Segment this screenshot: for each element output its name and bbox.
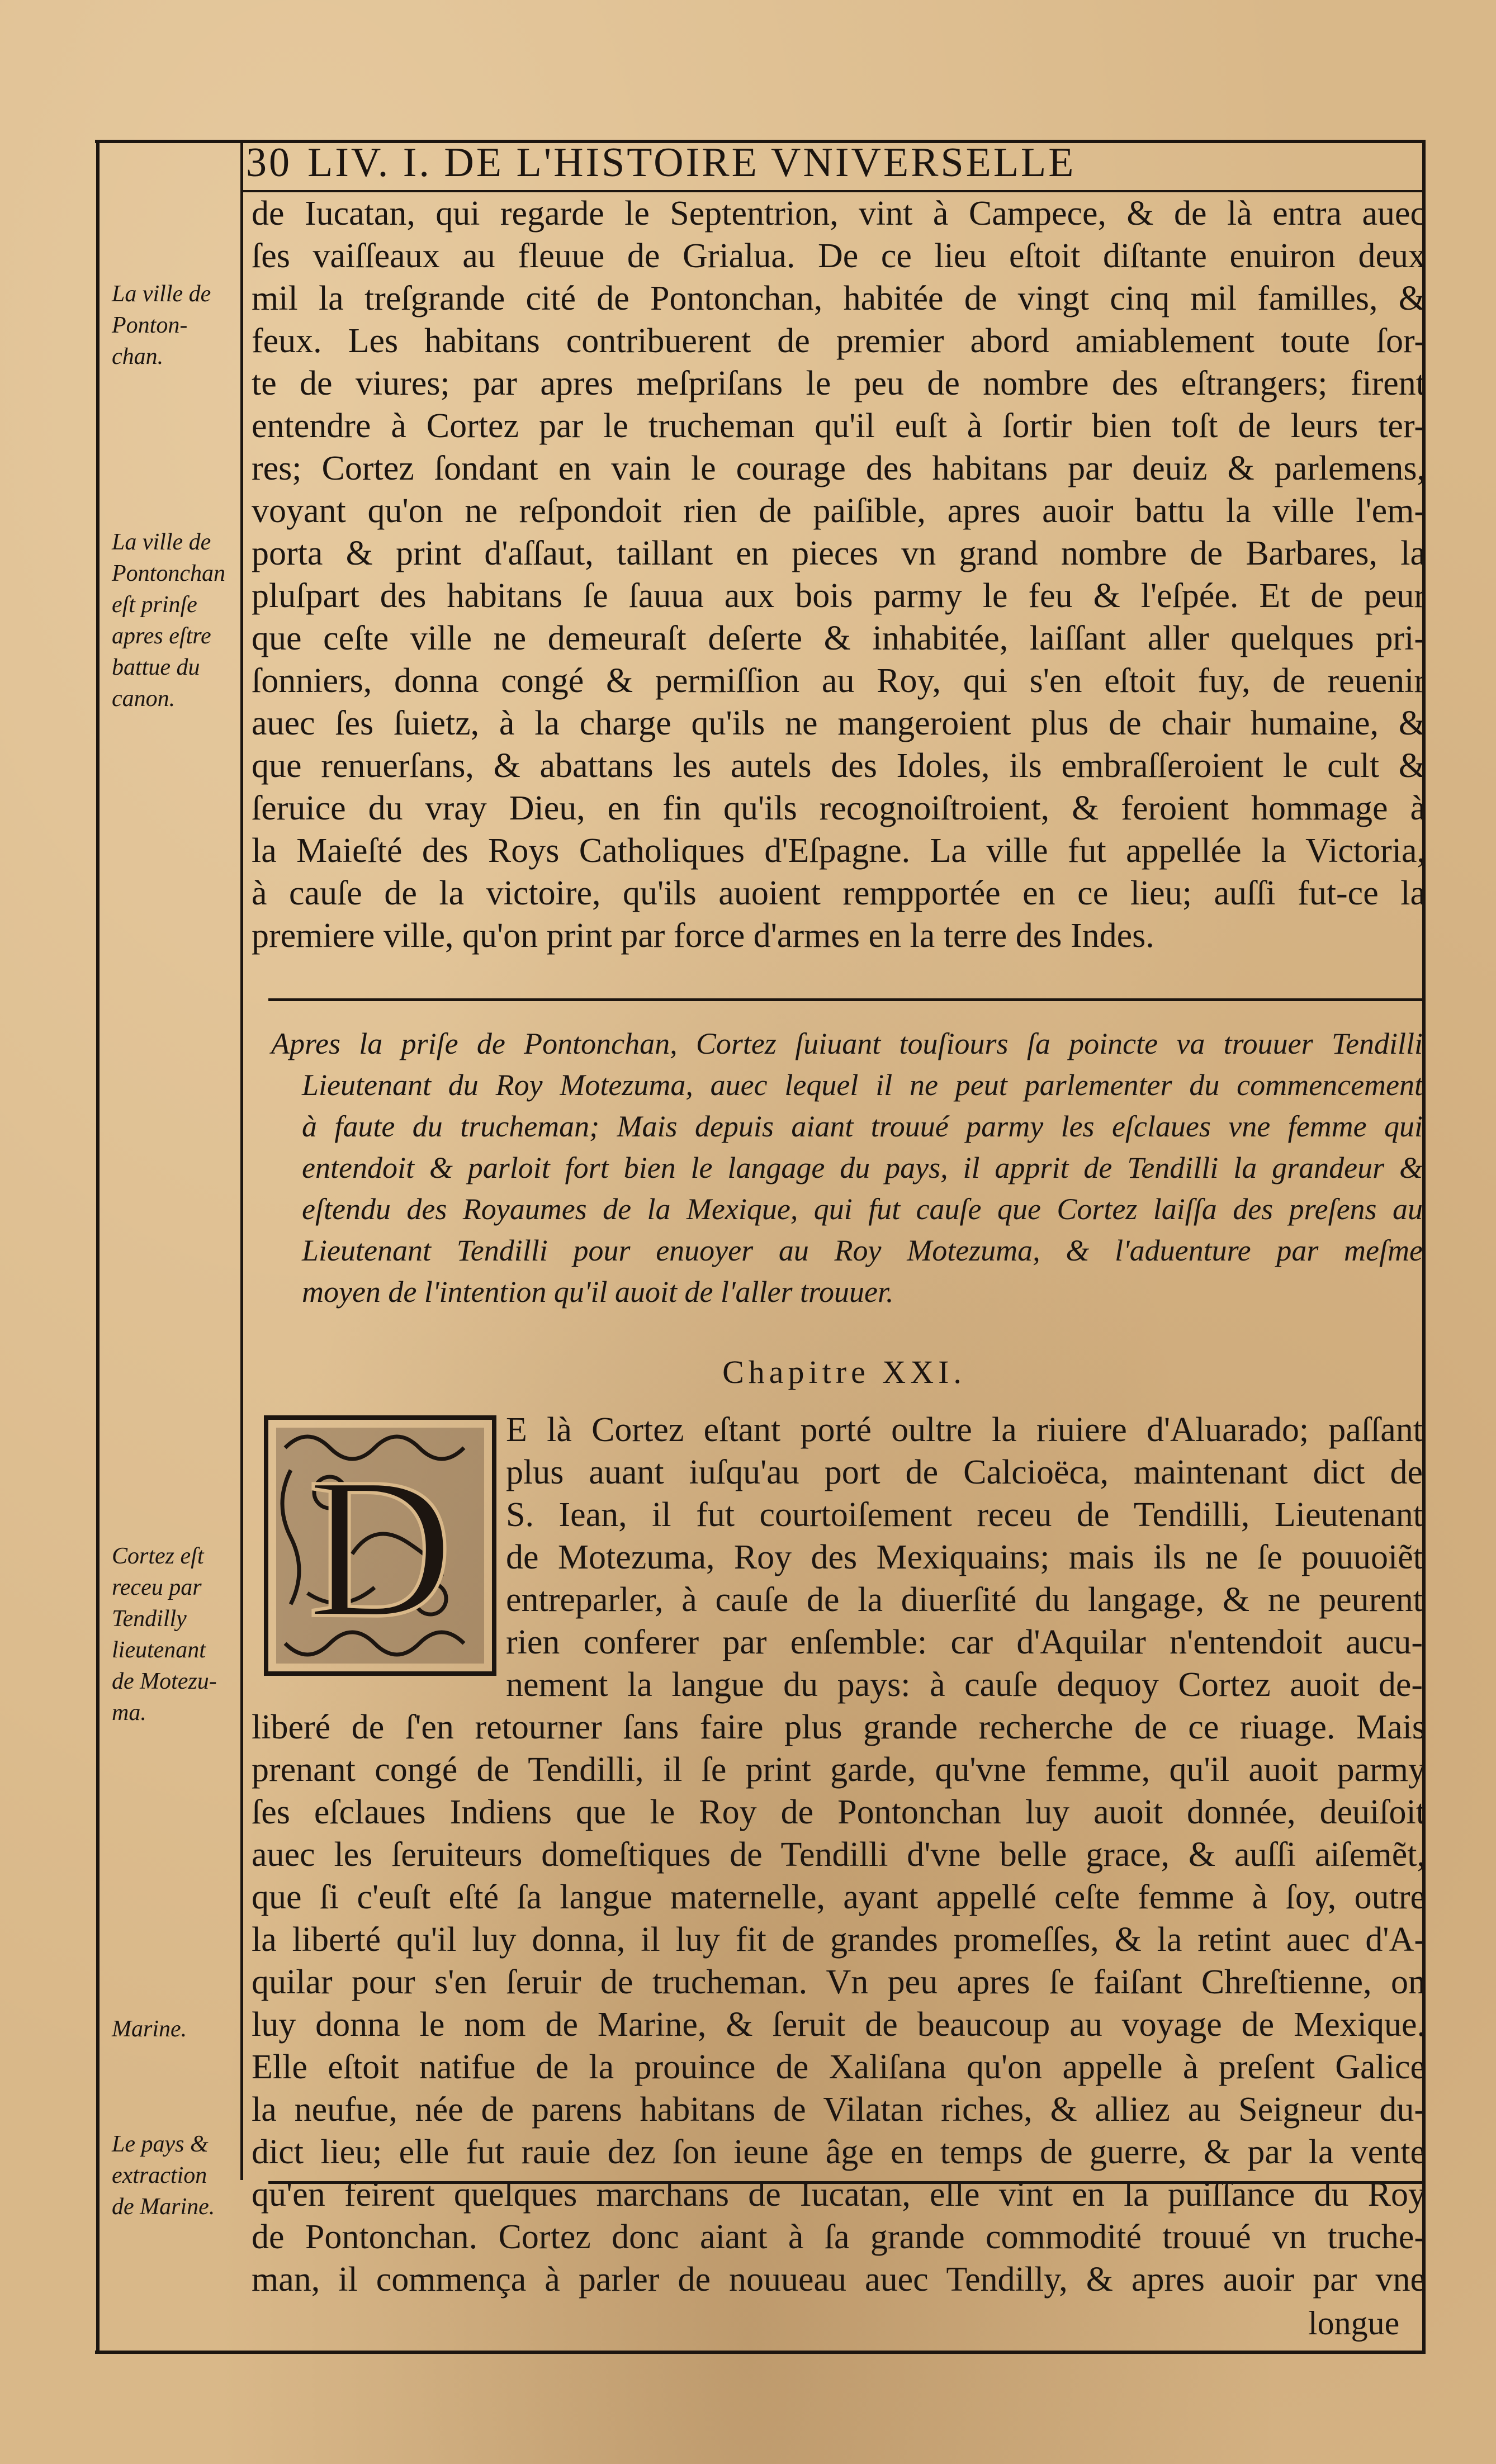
text-line: que ſi c'euſt eſté ſa langue maternelle, ayant appellé ceſte femme à ſoy, outre <box>252 1878 1426 1916</box>
text-line: auec les ſeruiteurs domeſtiques de Tendilli d'vne belle grace, & auſſi aiſemẽt, <box>252 1836 1426 1874</box>
margin-note-line: apres eſtre <box>112 623 211 649</box>
text-line: luy donna le nom de Marine, & ſeruit de beaucoup au voyage de Mexique. <box>252 2006 1426 2044</box>
margin-note-line: La ville de <box>112 529 211 555</box>
margin-note-line: Marine. <box>112 2016 187 2042</box>
text-line: entreparler, à cauſe de la diuerſité du langage, & ne peurent <box>506 1581 1423 1619</box>
page-number: 30 <box>246 140 292 186</box>
margin-note <box>112 2129 240 2223</box>
summary-line: moyen de l'intention qu'il auoit de l'aller trouuer. <box>302 1275 894 1309</box>
text-line: voyant qu'on ne reſpondoit rien de paiſible, apres auoir battu la ville l'em- <box>252 492 1426 530</box>
text-line: mil la treſgrande cité de Pontonchan, habitée de vingt cinq mil familles, & <box>252 279 1426 318</box>
margin-note <box>112 2013 240 2045</box>
margin-note-line: battue du <box>112 655 200 680</box>
margin-note-line: receu par <box>112 1575 202 1600</box>
chapter-heading: Chapitre XXI. <box>722 1354 966 1390</box>
margin-note <box>112 1541 240 1728</box>
text-line: dict lieu; elle fut rauie dez ſon ieune âge en temps de guerre, & par la vente <box>252 2133 1426 2171</box>
drop-cap-letter: D <box>307 1436 453 1659</box>
text-line: prenant congé de Tendilli, il ſe print garde, qu'vne femme, qu'il auoit parmy <box>252 1751 1426 1789</box>
text-line: res; Cortez ſondant en vain le courage des habitans par deuiz & parlemens, <box>252 449 1426 487</box>
text-line: de Iucatan, qui regarde le Septentrion, vint à Campece, & de là entra auec <box>252 195 1426 233</box>
text-line: que ceſte ville ne demeuraſt deſerte & inhabitée, laiſſant aller quelques pri- <box>252 619 1426 657</box>
running-head <box>246 138 1291 188</box>
text-line: la Maieſté des Roys Catholiques d'Eſpagne. La ville fut appellée la Victoria, <box>252 832 1426 870</box>
margin-note-line: eſt prinſe <box>112 592 197 618</box>
margin-note <box>112 278 240 372</box>
text-line: te de viures; par apres meſpriſans le peu de nombre des eſtrangers; firent <box>252 364 1426 402</box>
margin-note-line: Ponton- <box>112 312 188 338</box>
margin-note-line: extraction <box>112 2163 207 2188</box>
text-line: de Pontonchan. Cortez donc aiant à ſa grande commodité trouué vn truche- <box>252 2218 1426 2256</box>
margin-note-line: de Marine. <box>112 2194 215 2220</box>
text-line: que renuerſans, & abattans les autels des Idoles, ils embraſſeroient le cult & <box>252 747 1426 785</box>
summary-line: Lieutenant du Roy Motezuma, auec lequel il ne peut parlementer du commencement <box>302 1068 1423 1102</box>
text-line: porta & print d'aſſaut, taillant en pieces vn grand nombre de Barbares, la <box>252 534 1426 572</box>
margin-note-line: chan. <box>112 344 164 369</box>
text-line: entendre à Cortez par le trucheman qu'il euſt à ſortir bien toſt de leurs ter- <box>252 407 1426 445</box>
margin-note-line: Tendilly <box>112 1606 187 1632</box>
text-line: plus auant iuſqu'au port de Calcioëca, maintenant dict de <box>506 1453 1423 1491</box>
text-line: la neufue, née de parens habitans de Vilatan riches, & alliez au Seigneur du- <box>252 2091 1426 2129</box>
text-line: quilar pour s'en ſeruir de trucheman. Vn peu apres ſe faiſant Chreſtienne, on <box>252 1963 1426 2001</box>
margin-note-line: Le pays & <box>112 2131 209 2157</box>
frame-bottom-rule <box>95 2351 1426 2354</box>
text-line: ſes eſclaues Indiens que le Roy de Pontonchan luy auoit donnée, deuiſoit <box>252 1793 1426 1831</box>
text-line: à cauſe de la victoire, qu'ils auoient rempportée en ce lieu; auſſi fut-ce la <box>252 874 1426 912</box>
text-line: la liberté qu'il luy donna, il luy fit de grandes promeſſes, & la retint auec d'A- <box>252 1921 1426 1959</box>
summary-line: entendoit & parloit fort bien le langage du pays, il apprit de Tendilli la grandeur & <box>302 1151 1423 1184</box>
running-title: LIV. I. DE L'HISTOIRE VNIVERSELLE <box>307 140 1076 186</box>
catchword: longue <box>1308 2305 1400 2342</box>
text-line: ſonniers, donna congé & permiſſion au Roy, qui s'en eſtoit fuy, de reuenir <box>252 662 1426 700</box>
text-line: liberé de ſ'en retourner ſans faire plus grande recherche de ce riuage. Mais <box>252 1708 1426 1746</box>
margin-note-line: de Motezu- <box>112 1669 217 1694</box>
frame-left-rule <box>96 140 100 2353</box>
text-line: ſeruice du vray Dieu, en fin qu'ils recognoiſtroient, & feroient hommage à <box>252 789 1426 827</box>
text-line: E là Cortez eſtant porté oultre la riuiere d'Aluarado; paſſant <box>506 1411 1423 1449</box>
summary-line: eſtendu des Royaumes de la Mexique, qui fut cauſe que Cortez laiſſa des preſens au <box>302 1192 1423 1226</box>
text-line: ſes vaiſſeaux au fleuue de Grialua. De ce lieu eſtoit diſtante enuiron deux <box>252 237 1426 275</box>
text-line: man, il commença à parler de nouueau auec Tendilly, & apres auoir par vne <box>252 2261 1426 2299</box>
text-line: de Motezuma, Roy des Mexiquains; mais ils ne ſe pouuoiẽt <box>506 1538 1423 1576</box>
margin-note-line: La ville de <box>112 281 211 307</box>
drop-cap-ornament <box>263 1414 498 1677</box>
text-line: S. Iean, il fut courtoiſement receu de Tendilli, Lieutenant <box>506 1496 1423 1534</box>
margin-note <box>112 527 240 714</box>
margin-note-line: Cortez eſt <box>112 1543 204 1569</box>
summary-line: Apres la priſe de Pontonchan, Cortez ſuiuant touſiours ſa poincte va trouuer Tendilli <box>271 1027 1423 1060</box>
margin-note-line: canon. <box>112 686 176 712</box>
text-line: Elle eſtoit natifue de la prouince de Xaliſana qu'on appelle à preſent Galice <box>252 2048 1426 2086</box>
margin-note-line: ma. <box>112 1700 146 1726</box>
text-line: nement la langue du pays: à cauſe dequoy Cortez auoit de- <box>506 1666 1423 1704</box>
column-divider-rule <box>240 140 243 2180</box>
summary-top-rule <box>268 998 1423 1001</box>
margin-note-line: lieutenant <box>112 1637 206 1663</box>
summary-line: à faute du trucheman; Mais depuis aiant trouué parmy les eſclaues vne femme qui <box>302 1110 1423 1143</box>
summary-line: Lieutenant Tendilli pour enuoyer au Roy Motezuma, & l'aduenture par meſme <box>302 1234 1423 1267</box>
text-line: rien conferer par enſemble: car d'Aquilar n'entendoit aucu- <box>506 1623 1423 1661</box>
text-line: qu'en feirent quelques marchans de Iucatan, elle vint en la puiſſance du Roy <box>252 2176 1426 2214</box>
text-line: feux. Les habitans contribuerent de premier abord amiablement toute ſor- <box>252 322 1426 360</box>
text-line: auec ſes ſuietz, à la charge qu'ils ne mangeroient plus de chair humaine, & <box>252 704 1426 742</box>
margin-note-line: Pontonchan <box>112 561 225 586</box>
text-line: premiere ville, qu'on print par force d'armes en la terre des Indes. <box>252 917 1154 955</box>
text-line: pluſpart des habitans ſe ſauua aux bois parmy le feu & l'eſpée. Et de peur <box>252 577 1426 615</box>
